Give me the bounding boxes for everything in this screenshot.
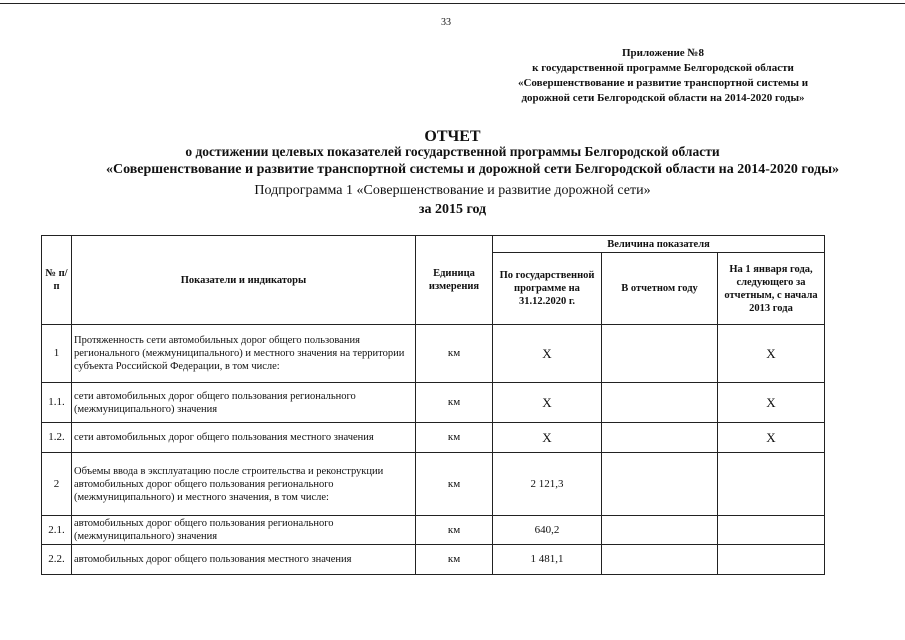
- row-program-value: X: [493, 325, 602, 383]
- table-row: [42, 383, 825, 423]
- row-unit: км: [416, 545, 493, 575]
- row-name: Объемы ввода в эксплуатацию после строительства и реконструкции автомобильных дорог общего пользования регионального (межмуниципального) и местного значения, в том числе:: [72, 453, 416, 516]
- header-unit: Единица измерения: [416, 236, 493, 325]
- row-reporting-value: [602, 325, 718, 383]
- row-next-value: X: [718, 383, 825, 423]
- row-name: сети автомобильных дорог общего пользования местного значения: [72, 423, 416, 453]
- row-reporting-value: [602, 516, 718, 545]
- page-number: 33: [441, 17, 451, 28]
- row-program-value: 1 481,1: [493, 545, 602, 575]
- row-next-value: X: [718, 423, 825, 453]
- row-next-value: [718, 545, 825, 575]
- indicators-table: [41, 235, 825, 575]
- row-program-value: X: [493, 423, 602, 453]
- table-header-row: [42, 236, 825, 253]
- appendix-note: [498, 46, 828, 106]
- row-num: 2.2.: [42, 545, 72, 575]
- top-rule: [0, 3, 905, 4]
- header-value-group: Величина показателя: [493, 236, 825, 253]
- row-program-value: 640,2: [493, 516, 602, 545]
- row-unit: км: [416, 325, 493, 383]
- row-num: 1.2.: [42, 423, 72, 453]
- header-reporting-year: В отчетном году: [602, 253, 718, 325]
- report-subtitle: о достижении целевых показателей государственной программы Белгородской области: [185, 144, 720, 159]
- row-reporting-value: [602, 453, 718, 516]
- appendix-line-3: «Совершенствование и развитие транспортной системы и: [517, 77, 809, 89]
- subprogram-name: Подпрограмма 1 «Совершенствование и развитие дорожной сети»: [254, 183, 651, 198]
- row-unit: км: [416, 453, 493, 516]
- row-num: 2: [42, 453, 72, 516]
- table-row: [42, 545, 825, 575]
- row-unit: км: [416, 423, 493, 453]
- row-num: 1: [42, 325, 72, 383]
- table-row: [42, 325, 825, 383]
- program-name: «Совершенствование и развитие транспортной системы и дорожной сети Белгородской области на 2014-2020 годы»: [105, 162, 840, 177]
- row-name: Протяженность сети автомобильных дорог общего пользования регионального (межмуниципального) и местного значения на территории субъекта Российской Федерации, в том числе:: [72, 325, 416, 383]
- header-indicators: Показатели и индикаторы: [72, 236, 416, 325]
- row-next-value: [718, 516, 825, 545]
- row-next-value: X: [718, 325, 825, 383]
- appendix-line-1: Приложение №8: [622, 47, 704, 59]
- appendix-line-4: дорожной сети Белгородской области на 2014-2020 годы»: [521, 92, 805, 104]
- row-name: автомобильных дорог общего пользования местного значения: [72, 545, 416, 575]
- header-next-year: На 1 января года, следующего за отчетным, с начала 2013 года: [718, 253, 825, 325]
- row-num: 1.1.: [42, 383, 72, 423]
- row-unit: км: [416, 383, 493, 423]
- row-program-value: 2 121,3: [493, 453, 602, 516]
- row-reporting-value: [602, 423, 718, 453]
- report-year: за 2015 год: [418, 202, 487, 217]
- row-reporting-value: [602, 383, 718, 423]
- table-row: [42, 516, 825, 545]
- report-title: ОТЧЕТ: [424, 128, 481, 145]
- row-unit: км: [416, 516, 493, 545]
- row-name: сети автомобильных дорог общего пользования регионального (межмуниципального) значения: [72, 383, 416, 423]
- row-program-value: X: [493, 383, 602, 423]
- header-by-program: По государственной программе на 31.12.2020 г.: [493, 253, 602, 325]
- row-num: 2.1.: [42, 516, 72, 545]
- header-num: № п/п: [42, 236, 72, 325]
- table-row: [42, 453, 825, 516]
- appendix-line-2: к государственной программе Белгородской области: [532, 62, 794, 74]
- row-reporting-value: [602, 545, 718, 575]
- row-name: автомобильных дорог общего пользования регионального (межмуниципального) значения: [72, 516, 416, 545]
- table-row: [42, 423, 825, 453]
- row-next-value: [718, 453, 825, 516]
